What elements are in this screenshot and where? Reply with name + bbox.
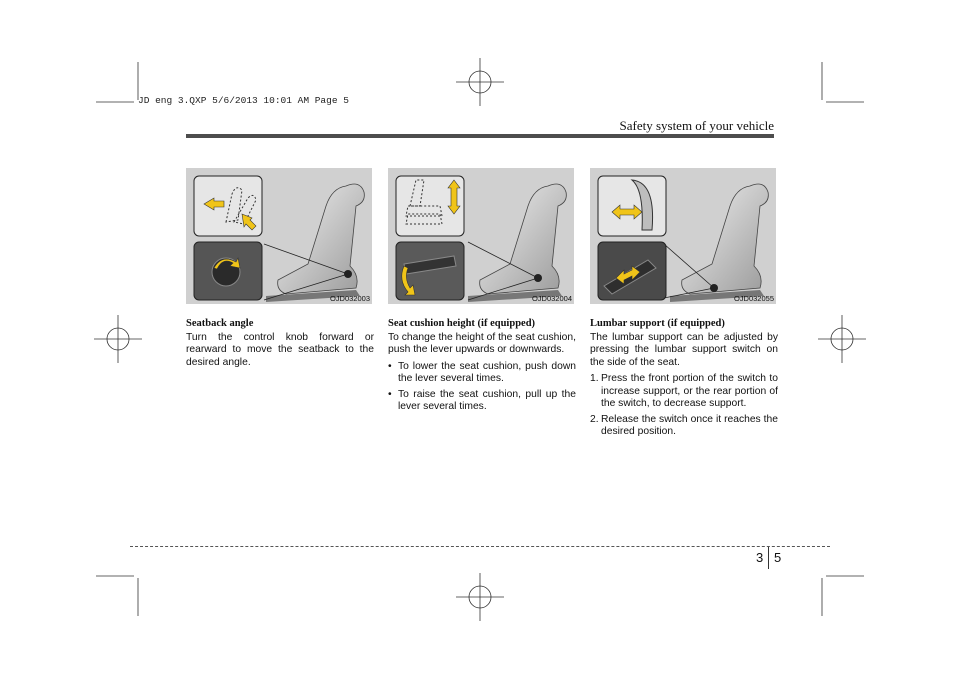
list-item: • To raise the seat cushion, pull up the lever several times. <box>388 389 576 414</box>
numbered-list <box>590 373 778 439</box>
page-number: 5 <box>774 550 782 565</box>
step-number: 1. <box>590 373 599 384</box>
figure-cushion-height <box>388 168 574 304</box>
chapter-number: 3 <box>756 550 764 565</box>
figure-lumbar-support <box>590 168 776 304</box>
column-cushion-height <box>388 318 576 417</box>
section-body: The lumbar support can be adjusted by pressing the lumbar support switch on the side of the seat. <box>590 331 778 368</box>
section-title: Safety system of your vehicle <box>619 118 774 133</box>
print-slug: JD eng 3.QXP 5/6/2013 10:01 AM Page 5 <box>138 95 349 106</box>
seat-illustration <box>388 168 574 304</box>
list-item <box>590 414 778 439</box>
bullet-list <box>388 361 576 414</box>
figure-code: OJD032055 <box>733 294 774 303</box>
column-lumbar-support <box>590 318 778 442</box>
section-body: Turn the control knob forward or rearward to move the seatback to the desired angle. <box>186 331 374 368</box>
footer-dashed-rule <box>130 546 830 547</box>
figure-code: OJD032004 <box>531 294 572 303</box>
list-item: • To lower the seat cushion, push down the lever several times. <box>388 361 576 386</box>
step-text: Release the switch once it reaches the desired position. <box>601 413 778 437</box>
section-heading: Lumbar support (if equipped) <box>590 318 725 329</box>
step-number: 2. <box>590 413 599 425</box>
section-heading: Seatback angle <box>186 318 254 329</box>
page-number-divider <box>768 547 769 569</box>
figure-seatback-angle <box>186 168 372 304</box>
figure-code: OJD032003 <box>329 294 370 303</box>
step-text: Press the front portion of the switch to increase support, or the rear portion of the switch, to decrease support. <box>601 373 778 409</box>
header-rule <box>186 134 774 138</box>
section-body: To change the height of the seat cushion, push the lever upwards or downwards. <box>388 331 576 355</box>
column-seatback-angle <box>186 318 374 369</box>
seat-illustration <box>590 168 776 304</box>
list-item <box>590 373 778 411</box>
section-heading: Seat cushion height (if equipped) <box>388 318 536 329</box>
seat-illustration <box>186 168 372 304</box>
